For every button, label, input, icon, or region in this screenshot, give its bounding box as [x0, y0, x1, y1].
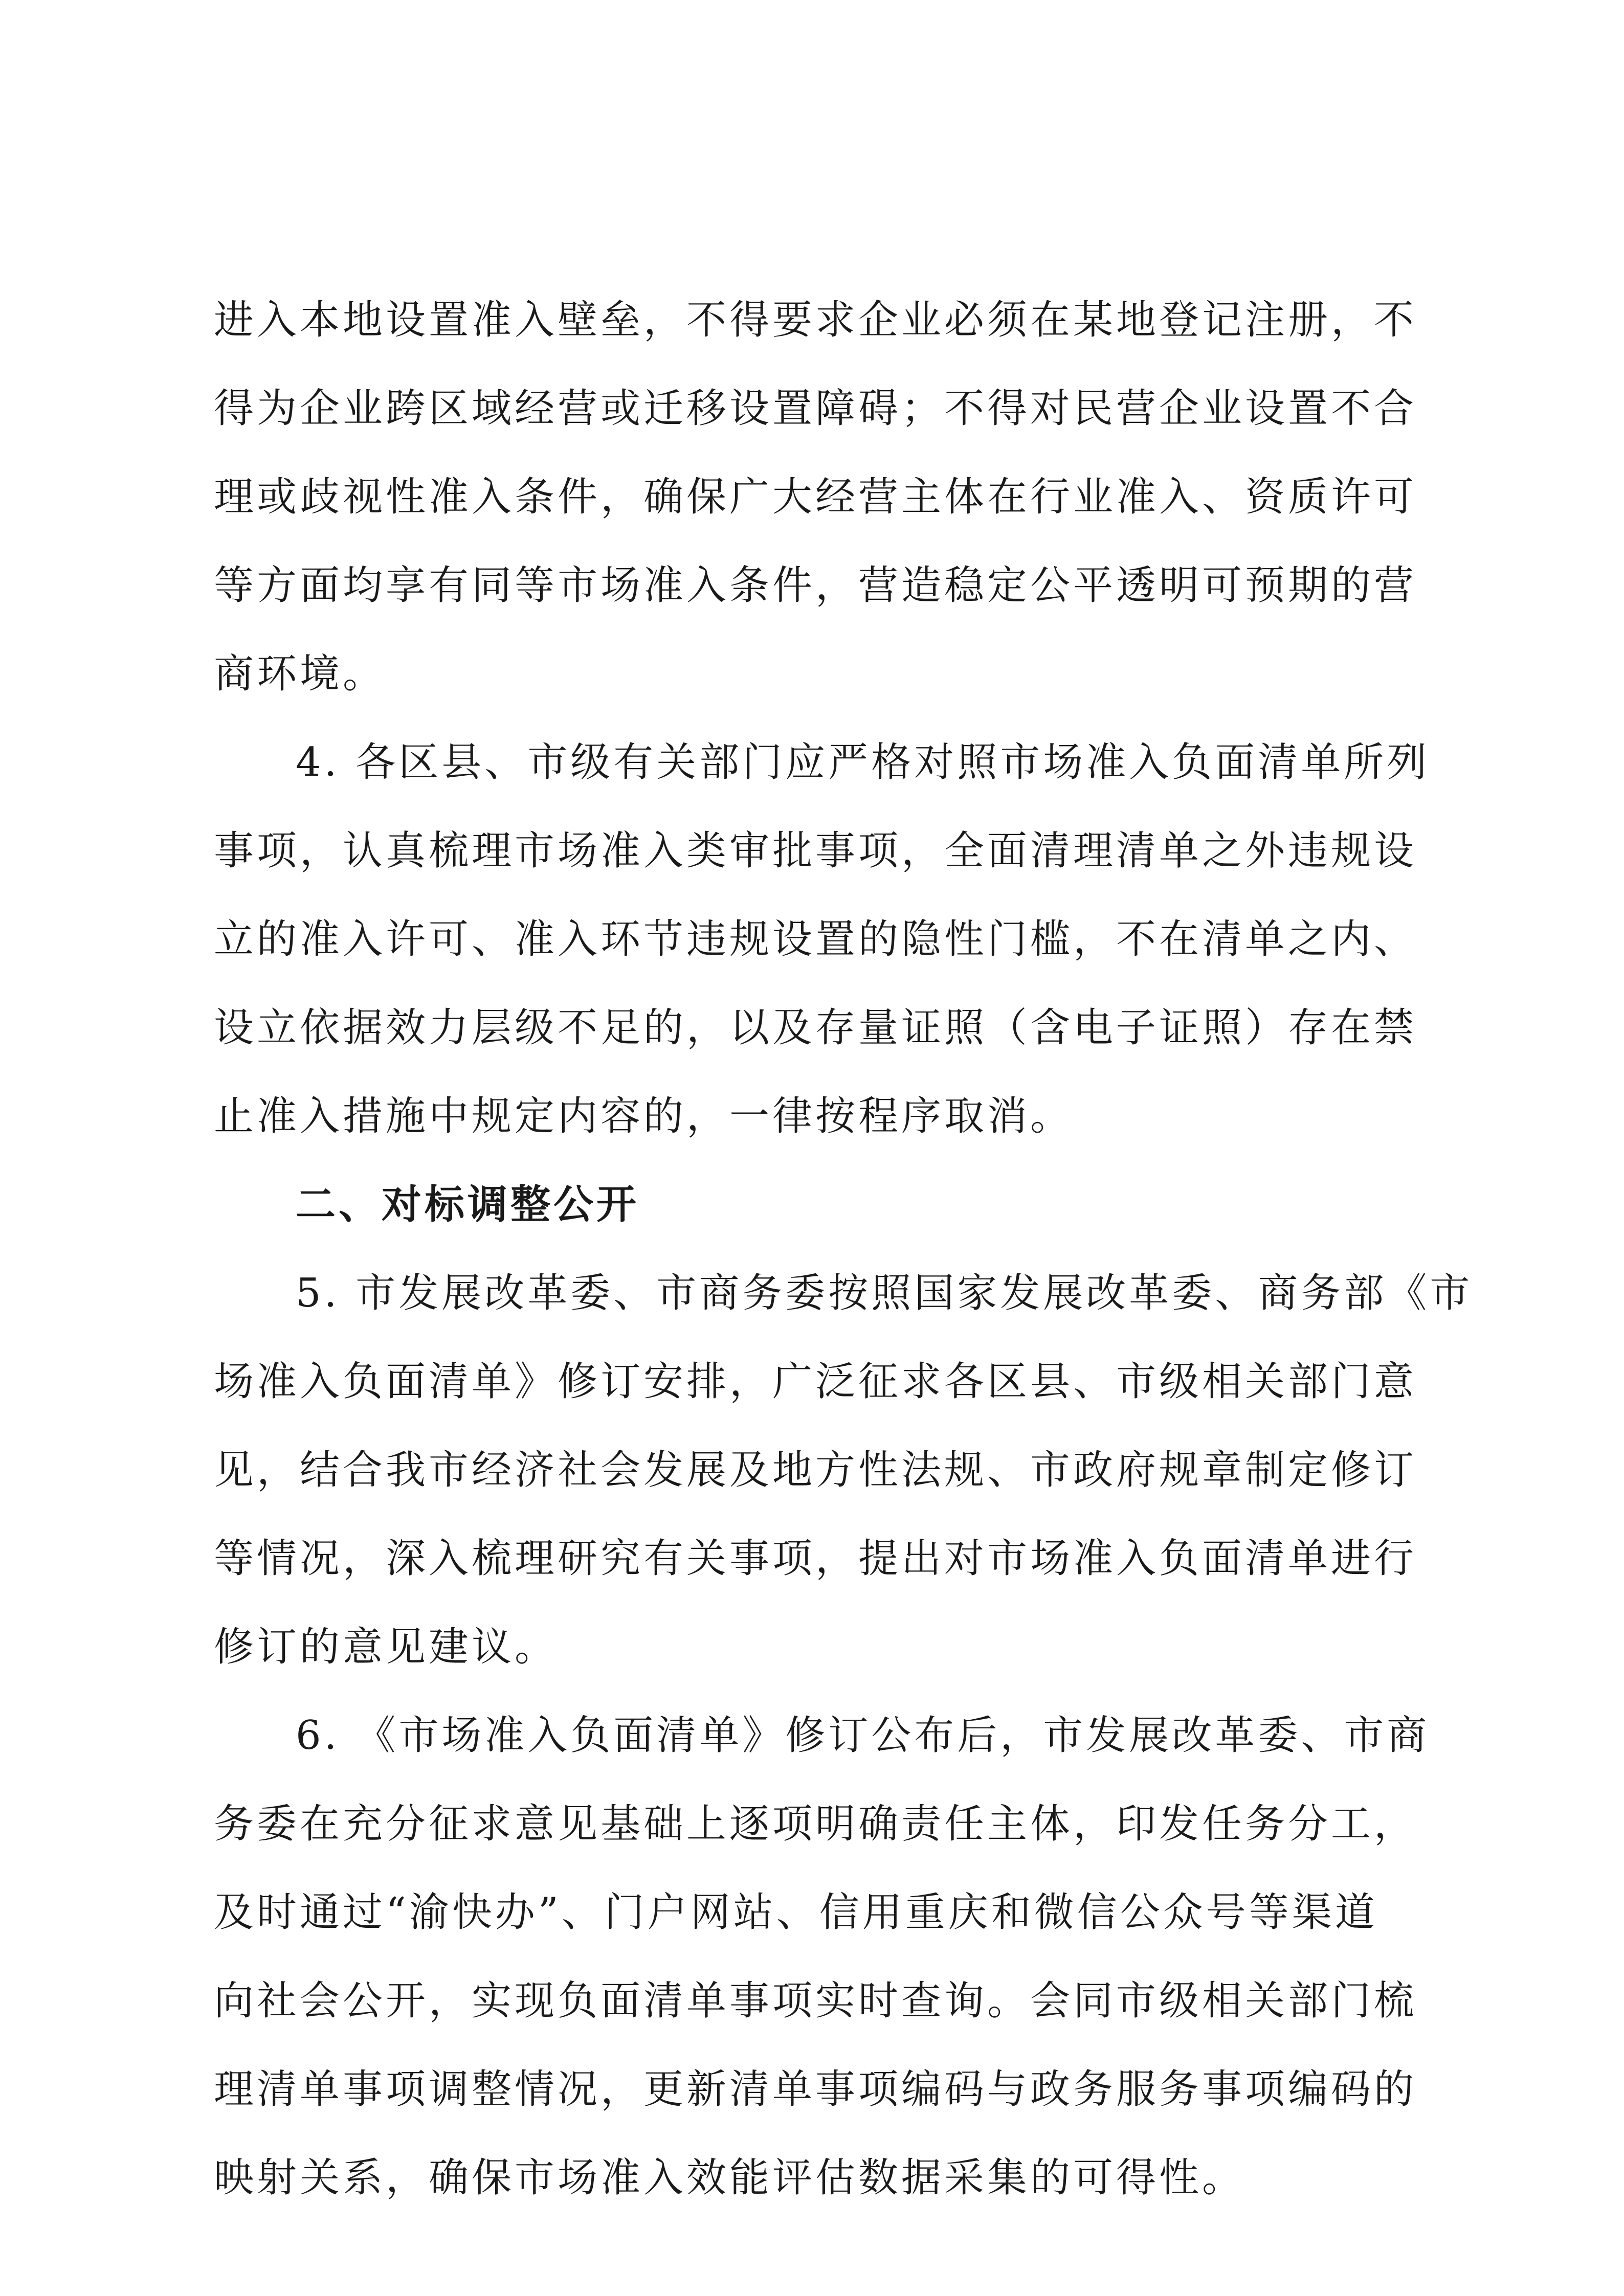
paragraph-line: 理清单事项调整情况，更新清单事项编码与政务服务事项编码的 — [214, 2066, 1417, 2112]
paragraph-line: 理或歧视性准入条件，确保广大经营主体在行业准入、资质许可 — [214, 474, 1417, 520]
paragraph-line: 商环境。 — [214, 651, 386, 697]
paragraph-line: 进入本地设置准入壁垒，不得要求企业必须在某地登记注册，不 — [214, 297, 1417, 343]
paragraph-line: 得为企业跨区域经营或迁移设置障碍；不得对民营企业设置不合 — [214, 386, 1417, 432]
paragraph-line: 4. 各区县、市级有关部门应严格对照市场准入负面清单所列 — [296, 739, 1430, 785]
paragraph-line: 见，结合我市经济社会发展及地方性法规、市政府规章制定修订 — [214, 1447, 1417, 1493]
paragraph-line: 场准入负面清单》修订安排，广泛征求各区县、市级相关部门意 — [214, 1359, 1417, 1405]
paragraph-line: 及时通过“渝快办”、门户网站、信用重庆和微信公众号等渠道 — [214, 1889, 1378, 1935]
paragraph-line: 立的准入许可、准入环节违规设置的隐性门槛，不在清单之内、 — [214, 916, 1417, 962]
paragraph-line: 向社会公开，实现负面清单事项实时查询。会同市级相关部门梳 — [214, 1978, 1417, 2024]
paragraph-line: 等方面均享有同等市场准入条件，营造稳定公平透明可预期的营 — [214, 562, 1417, 609]
paragraph-line: 映射关系，确保市场准入效能评估数据采集的可得性。 — [214, 2155, 1245, 2201]
paragraph-line: 5. 市发展改革委、市商务委按照国家发展改革委、商务部《市 — [296, 1270, 1473, 1316]
paragraph-line: 修订的意见建议。 — [214, 1624, 558, 1670]
paragraph-line: 务委在充分征求意见基础上逐项明确责任主体，印发任务分工， — [214, 1801, 1417, 1847]
paragraph-line: 设立依据效力层级不足的，以及存量证照（含电子证照）存在禁 — [214, 1005, 1417, 1051]
paragraph-line: 6. 《市场准入负面清单》修订公布后，市发展改革委、市商 — [296, 1713, 1430, 1759]
paragraph-line: 等情况，深入梳理研究有关事项，提出对市场准入负面清单进行 — [214, 1536, 1417, 1582]
section-heading: 二、对标调整公开 — [296, 1182, 640, 1228]
paragraph-line: 事项，认真梳理市场准入类审批事项，全面清理清单之外违规设 — [214, 828, 1417, 874]
paragraph-line: 止准入措施中规定内容的，一律按程序取消。 — [214, 1093, 1074, 1139]
document-body — [214, 276, 1473, 2222]
